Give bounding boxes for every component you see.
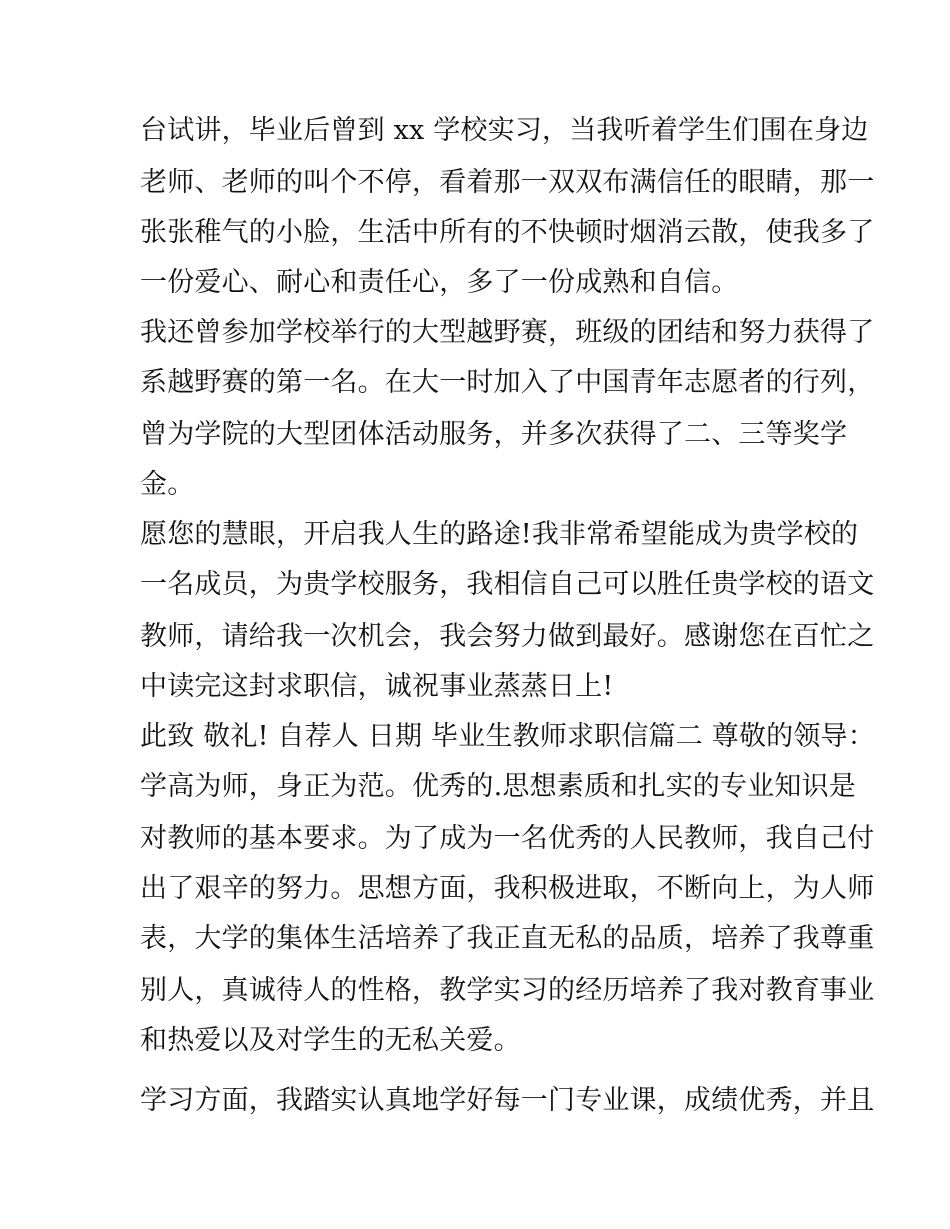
- text-line: 中读完这封求职信，诚祝事业蒸蒸日上!: [140, 671, 614, 702]
- text-line: 愿您的慧眼，开启我人生的路途!我非常希望能成为贵学校的: [140, 519, 859, 550]
- text-line: 表，大学的集体生活培养了我正直无私的品质，培养了我尊重: [140, 923, 875, 954]
- text-line: 曾为学院的大型团体活动服务，并多次获得了二、三等奖学: [140, 419, 848, 450]
- text-line: 一份爱心、耐心和责任心，多了一份成熟和自信。: [140, 267, 739, 298]
- text-line: 学高为师，身正为范。优秀的.思想素质和扎实的专业知识是: [140, 771, 856, 802]
- text-line: 我还曾参加学校举行的大型越野赛，班级的团结和努力获得了: [140, 317, 875, 348]
- text-line: 台试讲，毕业后曾到 xx 学校实习，当我听着学生们围在身边: [140, 115, 869, 146]
- text-line: 学习方面，我踏实认真地学好每一门专业课，成绩优秀，并且: [140, 1085, 875, 1116]
- text-line: 出了艰辛的努力。思想方面，我积极进取，不断向上，为人师: [140, 873, 875, 904]
- text-line: 金。: [140, 469, 195, 500]
- text-line: 对教师的基本要求。为了成为一名优秀的人民教师，我自己付: [140, 823, 875, 854]
- text-line: 张张稚气的小脸，生活中所有的不快顿时烟消云散，使我多了: [140, 217, 875, 248]
- text-line: 别人，真诚待人的性格，教学实习的经历培养了我对教育事业: [140, 975, 875, 1006]
- text-line: 系越野赛的第一名。在大一时加入了中国青年志愿者的行列，: [140, 367, 875, 398]
- text-line: 老师、老师的叫个不停，看着那一双双布满信任的眼睛，那一: [140, 167, 875, 198]
- text-line: 教师，请给我一次机会，我会努力做到最好。感谢您在百忙之: [140, 621, 875, 652]
- text-line: 和热爱以及对学生的无私关爱。: [140, 1025, 521, 1056]
- text-line: 一名成员，为贵学校服务，我相信自己可以胜任贵学校的语文: [140, 569, 875, 600]
- text-line: 此致 敬礼! 自荐人 日期 毕业生教师求职信篇二 尊敬的领导：: [140, 721, 875, 752]
